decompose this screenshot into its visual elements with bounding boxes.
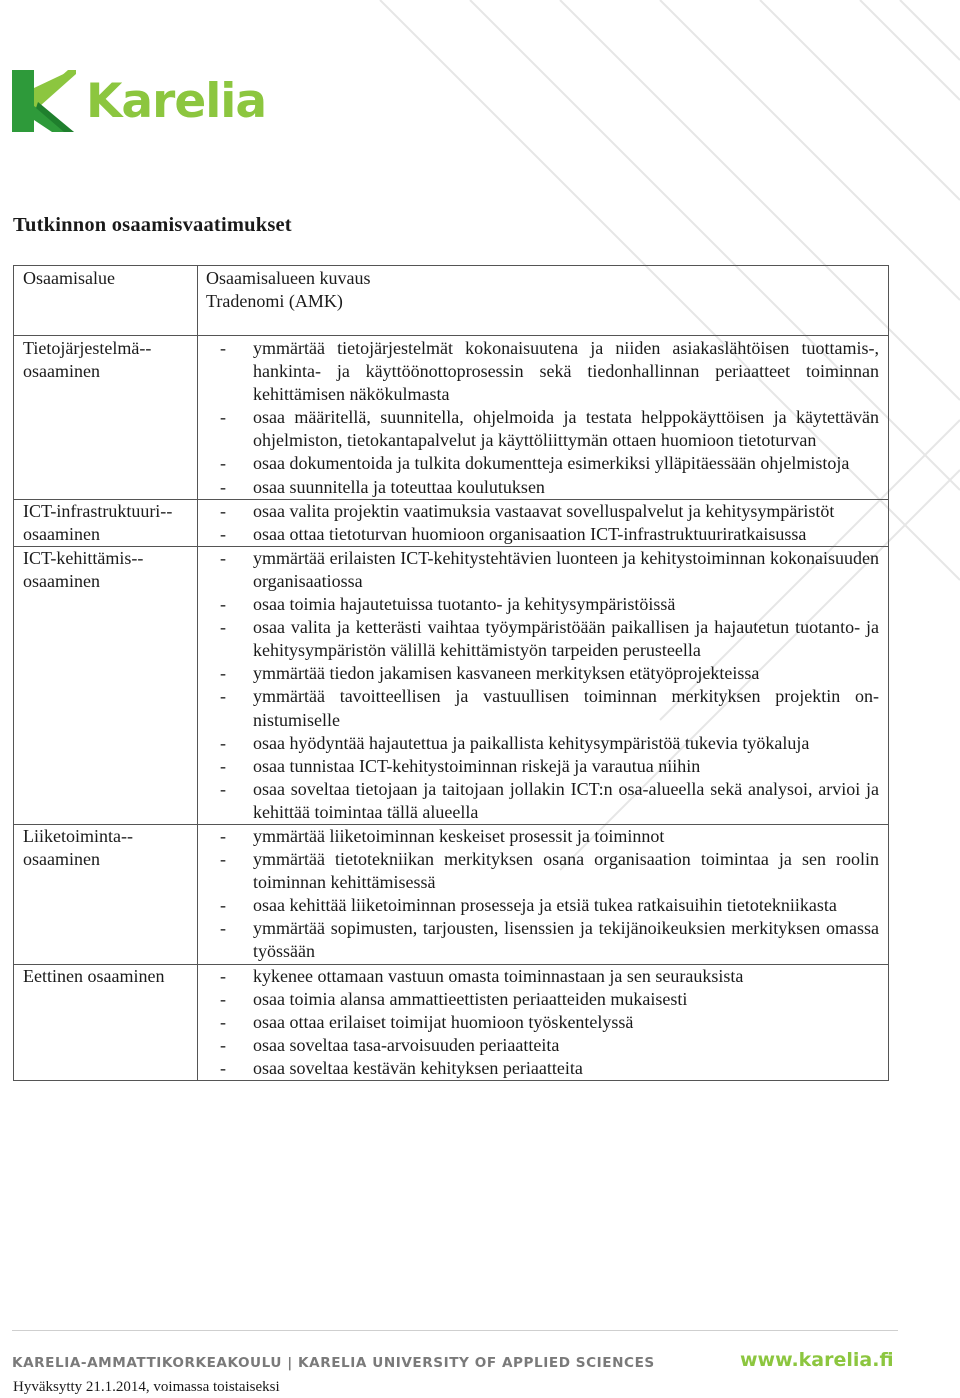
requirement-text: osaa soveltaa kestävän kehityksen periaatteita [253,1057,583,1078]
list-dash-marker: - [220,849,226,870]
requirement-text: ymmärtää tietotekniikan merkityksen osana organisaation toimintaa ja sen roolin toiminnan kehittämisessä [253,849,879,893]
competence-area-name: Eettinen osaaminen [23,965,165,986]
list-dash-marker: - [220,663,226,684]
list-dash-marker: - [220,523,226,544]
list-dash-marker: - [220,1057,226,1078]
requirement-text: ymmärtää liiketoiminnan keskeiset prosessit ja toiminnot [253,825,665,846]
requirement-list [198,965,879,1080]
table-row [14,964,889,1080]
list-dash-marker: - [220,895,226,916]
competence-area-cell [14,546,198,824]
requirement-list-item [198,778,879,824]
requirement-list-item [198,593,879,616]
list-dash-marker: - [220,407,226,428]
requirement-text: osaa soveltaa tietojaan ja taitojaan jollakin ICT:n osa-alueella sekä analysoi, arvioi ja kehittää toimintaa tällä alueella [253,778,879,822]
header-desc-label: Osaamisalueen kuvaus [206,268,371,288]
table-row [14,824,889,964]
requirement-text: osaa tunnistaa ICT-kehitystoiminnan riskejä ja varautua niihin [253,755,701,776]
requirement-text: osaa toimia hajautetuissa tuotanto- ja kehitysympäristöissä [253,594,676,615]
karelia-logo [12,70,272,134]
requirement-list-item [198,337,879,406]
requirement-list-item [198,1011,879,1034]
footer-institution: KARELIA-AMMATTIKORKEAKOULU | KARELIA UNIVERSITY OF APPLIED SCIENCES [12,1355,655,1371]
requirement-list-item [198,685,879,731]
requirement-list-item [198,988,879,1011]
list-dash-marker: - [220,1034,226,1055]
header-area-label: Osaamisalue [23,268,115,288]
requirement-text: ymmärtää tiedon jakamisen kasvaneen merkityksen etätyöprojekteissa [253,663,760,684]
requirement-list [198,337,879,499]
requirement-list-item [198,500,879,523]
requirement-text: osaa valita projektin vaatimuksia vastaavat sovelluspalvelut ja kehitysympäristöt [253,500,835,521]
requirement-list-item [198,452,879,475]
competence-area-cell [14,824,198,964]
competence-description-cell [198,546,889,824]
list-dash-marker: - [220,476,226,497]
header-degree-label: Tradenomi (AMK) [206,291,343,312]
footer-website-link[interactable]: www.karelia.fi [740,1349,894,1371]
table-row [14,336,889,500]
requirement-list-item [198,616,879,662]
requirement-list-item [198,662,879,685]
requirement-text: osaa kehittää liiketoiminnan prosesseja ja etsiä tukea ratkaisuihin tietotekniikasta [253,895,837,916]
page-title: Tutkinnon osaamisvaatimukset [13,214,292,236]
competence-description-cell [198,499,889,546]
competence-area-cell [14,499,198,546]
competence-area-name: Tietojärjestelmä-osaaminen [23,338,152,382]
requirement-text: ymmärtää tietojärjestelmät kokonaisuutena ja niiden asiakaslähtöisen tuottamis-, hankinta- ja käyttöönottoprosessin sekä tiedonhallinnan periaatteet toiminnan kehittämisen näkökulmasta [253,338,879,405]
list-dash-marker: - [220,686,226,707]
table-header-row [14,266,889,336]
competence-area-cell [14,336,198,500]
competence-area-name: ICT-infrastruktuuri-osaaminen [23,500,173,544]
requirement-list-item [198,732,879,755]
requirement-list-item [198,848,879,894]
approval-note: Hyväksytty 21.1.2014, voimassa toistaiseksi [13,1379,280,1395]
requirement-text: osaa määritellä, suunnitella, ohjelmoida ja testata helppokäyttöisen ja käytettävän ohjelmiston, tietokantapalvelut ja käyttöliittymän ottaen huomioon tietoturvan [253,407,879,451]
competence-area-cell [14,964,198,1080]
requirement-text: osaa ottaa erilaiset toimijat huomioon työskentelyssä [253,1011,634,1032]
requirement-list-item [198,894,879,917]
list-dash-marker: - [220,338,226,358]
requirement-text: osaa hyödyntää hajautettua ja paikallista kehitysympäristöä tukevia työkaluja [253,732,810,753]
table-row [14,499,889,546]
requirement-text: ymmärtää tavoitteellisen ja vastuullisen toiminnan merkityksen projektin onnistumiselle [253,686,879,730]
requirement-list-item [198,825,879,848]
list-dash-marker: - [220,1011,226,1032]
requirement-text: osaa dokumentoida ja tulkita dokumentteja esimerkiksi ylläpitäessään ohjelmistoja [253,453,850,474]
requirement-list [198,500,879,546]
competence-area-name: ICT-kehittämis-osaaminen [23,547,144,591]
requirement-text: osaa ottaa tietoturvan huomioon organisaation ICT-infrastruktuuriratkaisussa [253,523,807,544]
list-dash-marker: - [220,500,226,521]
table-row [14,546,889,824]
list-dash-marker: - [220,988,226,1009]
requirement-list-item [198,755,879,778]
footer-divider [12,1330,898,1331]
requirement-text: ymmärtää sopimusten, tarjousten, lisenssien ja tekijänoikeuksien merkityksen omassa työssään [253,918,879,962]
logo-wordmark: Karelia [86,74,267,129]
requirement-list-item [198,406,879,452]
requirement-list-item [198,547,879,593]
requirement-list-item [198,1034,879,1057]
requirements-table [13,265,889,1081]
list-dash-marker: - [220,918,226,939]
requirement-list-item [198,476,879,499]
requirement-list [198,547,879,824]
header-area-cell [14,266,198,336]
requirement-text: osaa soveltaa tasa-arvoisuuden periaatteita [253,1034,560,1055]
header-desc-cell [198,266,889,336]
list-dash-marker: - [220,755,226,776]
competence-description-cell [198,336,889,500]
requirement-text: osaa suunnitella ja toteuttaa koulutuksen [253,476,545,497]
requirement-list-item [198,965,879,988]
list-dash-marker: - [220,617,226,638]
list-dash-marker: - [220,732,226,753]
requirement-text: ymmärtää erilaisten ICT-kehitystehtävien luonteen ja kehitystoiminnan kokonaisuuden organisaatiossa [253,547,879,591]
requirement-list [198,825,879,964]
requirement-list-item [198,523,879,546]
requirement-text: osaa toimia alansa ammattieettisten periaatteiden mukaisesti [253,988,688,1009]
list-dash-marker: - [220,453,226,474]
competence-description-cell [198,964,889,1080]
list-dash-marker: - [220,547,226,568]
requirement-text: osaa valita ja ketterästi vaihtaa työympäristöään paikallisen ja hajautetun tuotanto- ja kehitysympäristön välillä kehittämistyön tarpeiden perusteella [253,617,879,661]
list-dash-marker: - [220,778,226,799]
karelia-k-symbol-icon [12,70,78,132]
list-dash-marker: - [220,594,226,615]
competence-description-cell [198,824,889,964]
requirement-list-item [198,917,879,963]
requirement-text: kykenee ottamaan vastuun omasta toiminnastaan ja sen seurauksista [253,965,744,986]
list-dash-marker: - [220,825,226,846]
competence-area-name: Liiketoiminta-osaaminen [23,825,133,870]
list-dash-marker: - [220,965,226,986]
requirement-list-item [198,1057,879,1080]
